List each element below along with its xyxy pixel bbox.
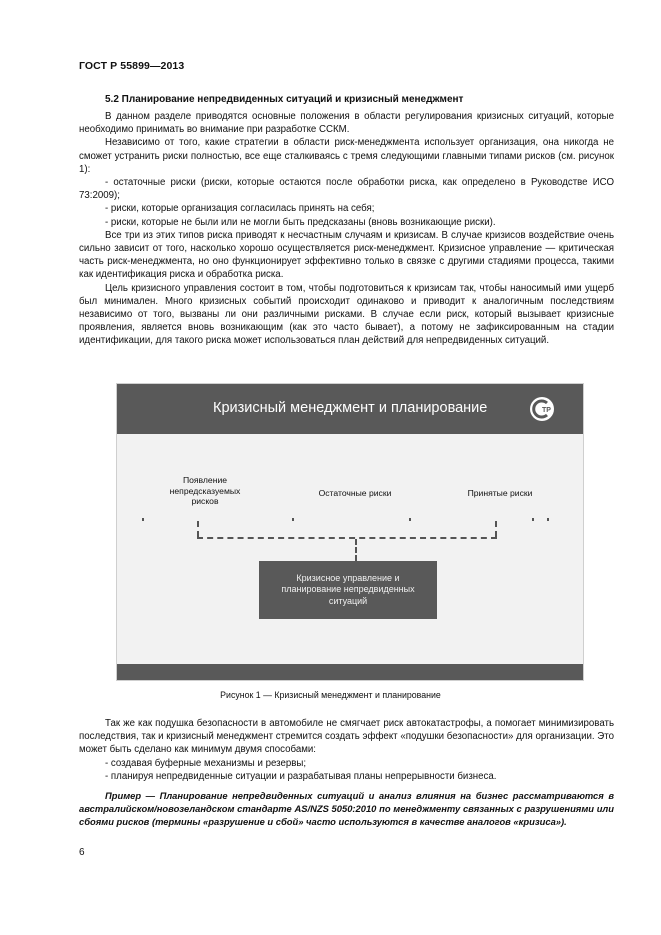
dash-mark: [547, 518, 549, 521]
paragraph: Так же как подушка безопасности в автомобиле не смягчает риск автокатастрофы, а помогает минимизировать последствия, так и кризисный менеджмент стремится создать эффект «подушки безопасности» для организации. Это может быть сделано как минимум двумя способами:: [79, 718, 614, 756]
list-item: - остаточные риски (риски, которые остаются после обработки риска, как определено в Руководстве ИСО 73:2009);: [79, 177, 614, 202]
label-residual-risks: Остаточные риски: [318, 488, 392, 498]
dash-mark: [409, 518, 411, 521]
dash-mark: [292, 518, 294, 521]
label-unpredictable-risks: Появление непредсказуемых рисков: [169, 475, 241, 506]
connector-right: [495, 521, 497, 537]
list-item: - риски, которые организация согласилась принять на себя;: [105, 203, 375, 215]
paragraph: Цель кризисного управления состоит в том, чтобы подготовиться к кризисам так, чтобы наносимый ими ущерб был минимален. Много кризисных событий происходит одинаково и приводит к аналогичным последствиям независимо от того, вызваны ли они различными рисками. В случае если риск, который вызывает кризисные проявления, является вновь возникающим (как это часто бывает), а потому не зафиксированным на стадии идентификации, для такого риска может использоваться план действий для непредвиденных ситуаций.: [79, 282, 614, 347]
paragraph: Все три из этих типов риска приводят к несчастным случаям и кризисам. В случае кризисов воздействие очень сильно зависит от того, насколько хорошо осуществляется риск-менеджмент. Кризисное управление — критическая часть риск-менеджмента, но оно функционирует эффективно только в связке с другими стадиями процесса, такими как идентификация риска и обработка риска.: [79, 229, 614, 281]
connector-left: [197, 521, 199, 537]
dash-mark: [532, 518, 534, 521]
example-note: Пример — Планирование непредвиденных ситуаций и анализ влияния на бизнес рассматриваются в австралийском/новозеландском стандарте AS/NZS 5050:2010 по менеджменту связанных с разрушениями или сбоями рисков (термины «разрушение и сбой» часто используются в качестве аналогов «кризиса»).: [79, 790, 614, 828]
connector-down: [355, 539, 357, 561]
paragraph: Независимо от того, какие стратегии в области риск-менеджмента использует организация, она никогда не сможет устранить риски полностью, все еще сталкиваясь с тремя следующими главными типами рисков (см. рисунок 1):: [79, 137, 614, 175]
page-number: 6: [79, 847, 85, 858]
gost-logo-icon: [529, 396, 555, 422]
figure-crisis-management: [116, 383, 584, 681]
figure-title: Кризисный менеджмент и планирование: [213, 400, 488, 416]
paragraph: В данном разделе приводятся основные положения в области регулирования кризисных ситуаций, которые необходимо принимать во внимание при разработке ССКМ.: [79, 111, 614, 136]
body-text-bottom: [79, 717, 614, 783]
svg-text:ТР: ТР: [542, 407, 551, 414]
body-text-top: [79, 110, 614, 348]
figure-footer-bar: [117, 664, 583, 680]
label-accepted-risks: Принятые риски: [467, 488, 533, 498]
document-header: ГОСТ Р 55899—2013: [79, 60, 185, 72]
section-heading: 5.2 Планирование непредвиденных ситуаций и кризисный менеджмент: [105, 94, 464, 105]
list-item: - риски, которые не были или не могли быть предсказаны (вновь возникающие риски).: [105, 216, 496, 228]
box-label: Кризисное управление и планирование непредвиденных ситуаций: [281, 572, 415, 606]
crisis-management-box: [259, 561, 437, 619]
list-item: - планируя непредвиденные ситуации и разрабатывая планы непрерывности бизнеса.: [105, 770, 497, 782]
list-item: - создавая буферные механизмы и резервы;: [105, 757, 307, 769]
figure-caption: Рисунок 1 — Кризисный менеджмент и планирование: [220, 690, 441, 700]
dash-mark: [142, 518, 144, 521]
connector-horizontal: [197, 537, 497, 539]
